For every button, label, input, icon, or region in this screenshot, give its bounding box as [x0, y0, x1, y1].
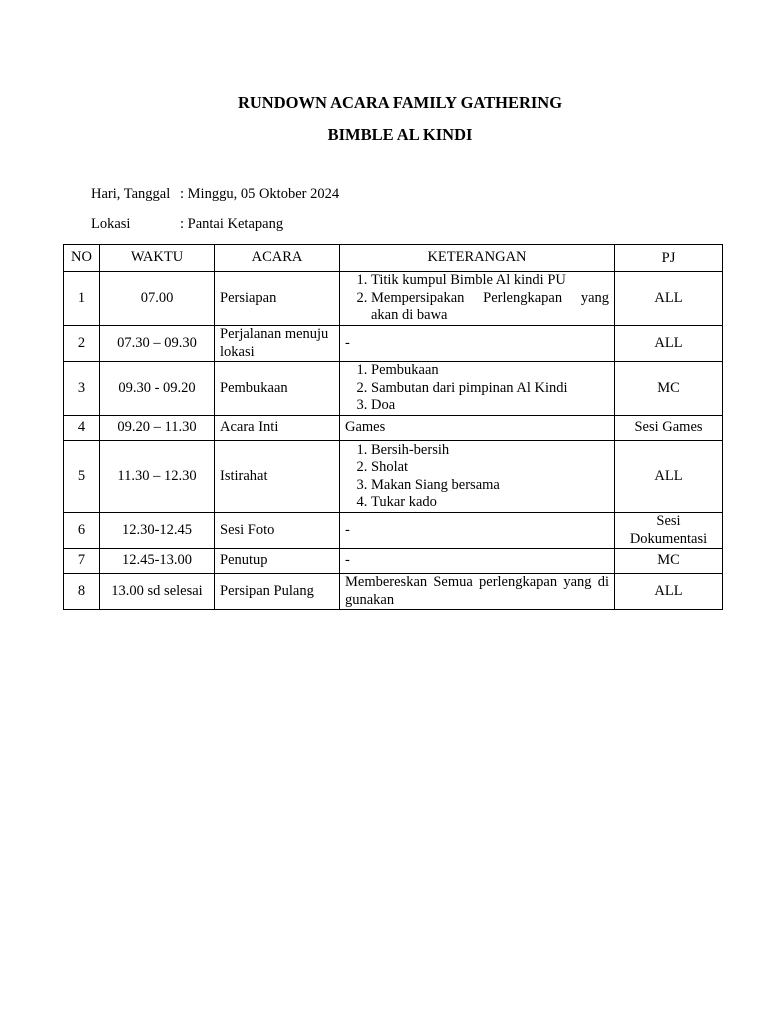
cell-waktu: 11.30 – 12.30: [100, 441, 215, 513]
cell-waktu: 12.30-12.45: [100, 513, 215, 549]
cell-pj: ALL: [615, 272, 723, 326]
cell-pj: ALL: [615, 326, 723, 362]
cell-acara: Pembukaan: [215, 362, 340, 416]
cell-waktu: 07.30 – 09.30: [100, 326, 215, 362]
cell-no: 3: [64, 362, 100, 416]
cell-acara: Acara Inti: [215, 416, 340, 441]
cell-pj: ALL: [615, 574, 723, 610]
cell-no: 1: [64, 272, 100, 326]
cell-pj: Sesi Games: [615, 416, 723, 441]
cell-no: 8: [64, 574, 100, 610]
cell-waktu: 13.00 sd selesai: [100, 574, 215, 610]
keterangan-list: [345, 442, 609, 512]
cell-keterangan: Games: [340, 416, 615, 441]
cell-pj: MC: [615, 549, 723, 574]
cell-acara: Sesi Foto: [215, 513, 340, 549]
date-line: [91, 184, 339, 204]
cell-keterangan: Membereskan Semua perlengkapan yang di gunakan: [340, 574, 615, 610]
header-keterangan: KETERANGAN: [340, 245, 615, 272]
header-acara: ACARA: [215, 245, 340, 272]
cell-acara: Persiapan: [215, 272, 340, 326]
header-no: NO: [64, 245, 100, 272]
table-row: [64, 272, 723, 326]
cell-acara: Istirahat: [215, 441, 340, 513]
table-row: [64, 416, 723, 441]
list-item: 1. Titik kumpul Bimble Al kindi PU: [371, 272, 609, 290]
cell-keterangan: -: [340, 549, 615, 574]
list-item: 2. Sholat: [371, 459, 609, 477]
cell-no: 7: [64, 549, 100, 574]
list-item: 1. Bersih-bersih: [371, 442, 609, 460]
cell-waktu: 09.20 – 11.30: [100, 416, 215, 441]
date-label: Hari, Tanggal: [91, 186, 171, 202]
keterangan-list: [345, 362, 609, 415]
cell-acara: Perjalanan menuju lokasi: [215, 326, 340, 362]
cell-no: 6: [64, 513, 100, 549]
cell-keterangan: -: [340, 513, 615, 549]
location-line: [91, 214, 283, 234]
cell-keterangan: [340, 362, 615, 416]
table-row: [64, 326, 723, 362]
table-row: [64, 549, 723, 574]
cell-acara: Penutup: [215, 549, 340, 574]
cell-keterangan: [340, 272, 615, 326]
list-item: 3. Doa: [371, 397, 609, 415]
table-row: [64, 362, 723, 416]
list-item: 2. Mempersipakan Perlengkapan yang akan di bawa: [371, 290, 609, 325]
cell-waktu: 09.30 - 09.20: [100, 362, 215, 416]
cell-pj: Sesi Dokumentasi: [615, 513, 723, 549]
cell-no: 2: [64, 326, 100, 362]
cell-keterangan: [340, 441, 615, 513]
document-subtitle: BIMBLE AL KINDI: [327, 125, 473, 144]
location-value: : Pantai Ketapang: [180, 216, 284, 232]
table-row: [64, 513, 723, 549]
list-item: 3. Makan Siang bersama: [371, 477, 609, 495]
cell-acara: Persipan Pulang: [215, 574, 340, 610]
date-value: : Minggu, 05 Oktober 2024: [180, 186, 340, 202]
table-row: [64, 574, 723, 610]
list-item: 1. Pembukaan: [371, 362, 609, 380]
cell-pj: ALL: [615, 441, 723, 513]
document-title: RUNDOWN ACARA FAMILY GATHERING: [237, 93, 563, 112]
list-item: 2. Sambutan dari pimpinan Al Kindi: [371, 380, 609, 398]
list-item: 4. Tukar kado: [371, 494, 609, 512]
header-pj: PJ: [615, 245, 723, 272]
cell-pj: MC: [615, 362, 723, 416]
table-row: [64, 441, 723, 513]
keterangan-list: [345, 272, 609, 325]
cell-waktu: 12.45-13.00: [100, 549, 215, 574]
table-header-row: [64, 245, 723, 272]
location-label: Lokasi: [91, 216, 131, 232]
cell-no: 4: [64, 416, 100, 441]
cell-waktu: 07.00: [100, 272, 215, 326]
cell-keterangan: -: [340, 326, 615, 362]
rundown-table: [63, 244, 723, 610]
cell-no: 5: [64, 441, 100, 513]
header-waktu: WAKTU: [100, 245, 215, 272]
